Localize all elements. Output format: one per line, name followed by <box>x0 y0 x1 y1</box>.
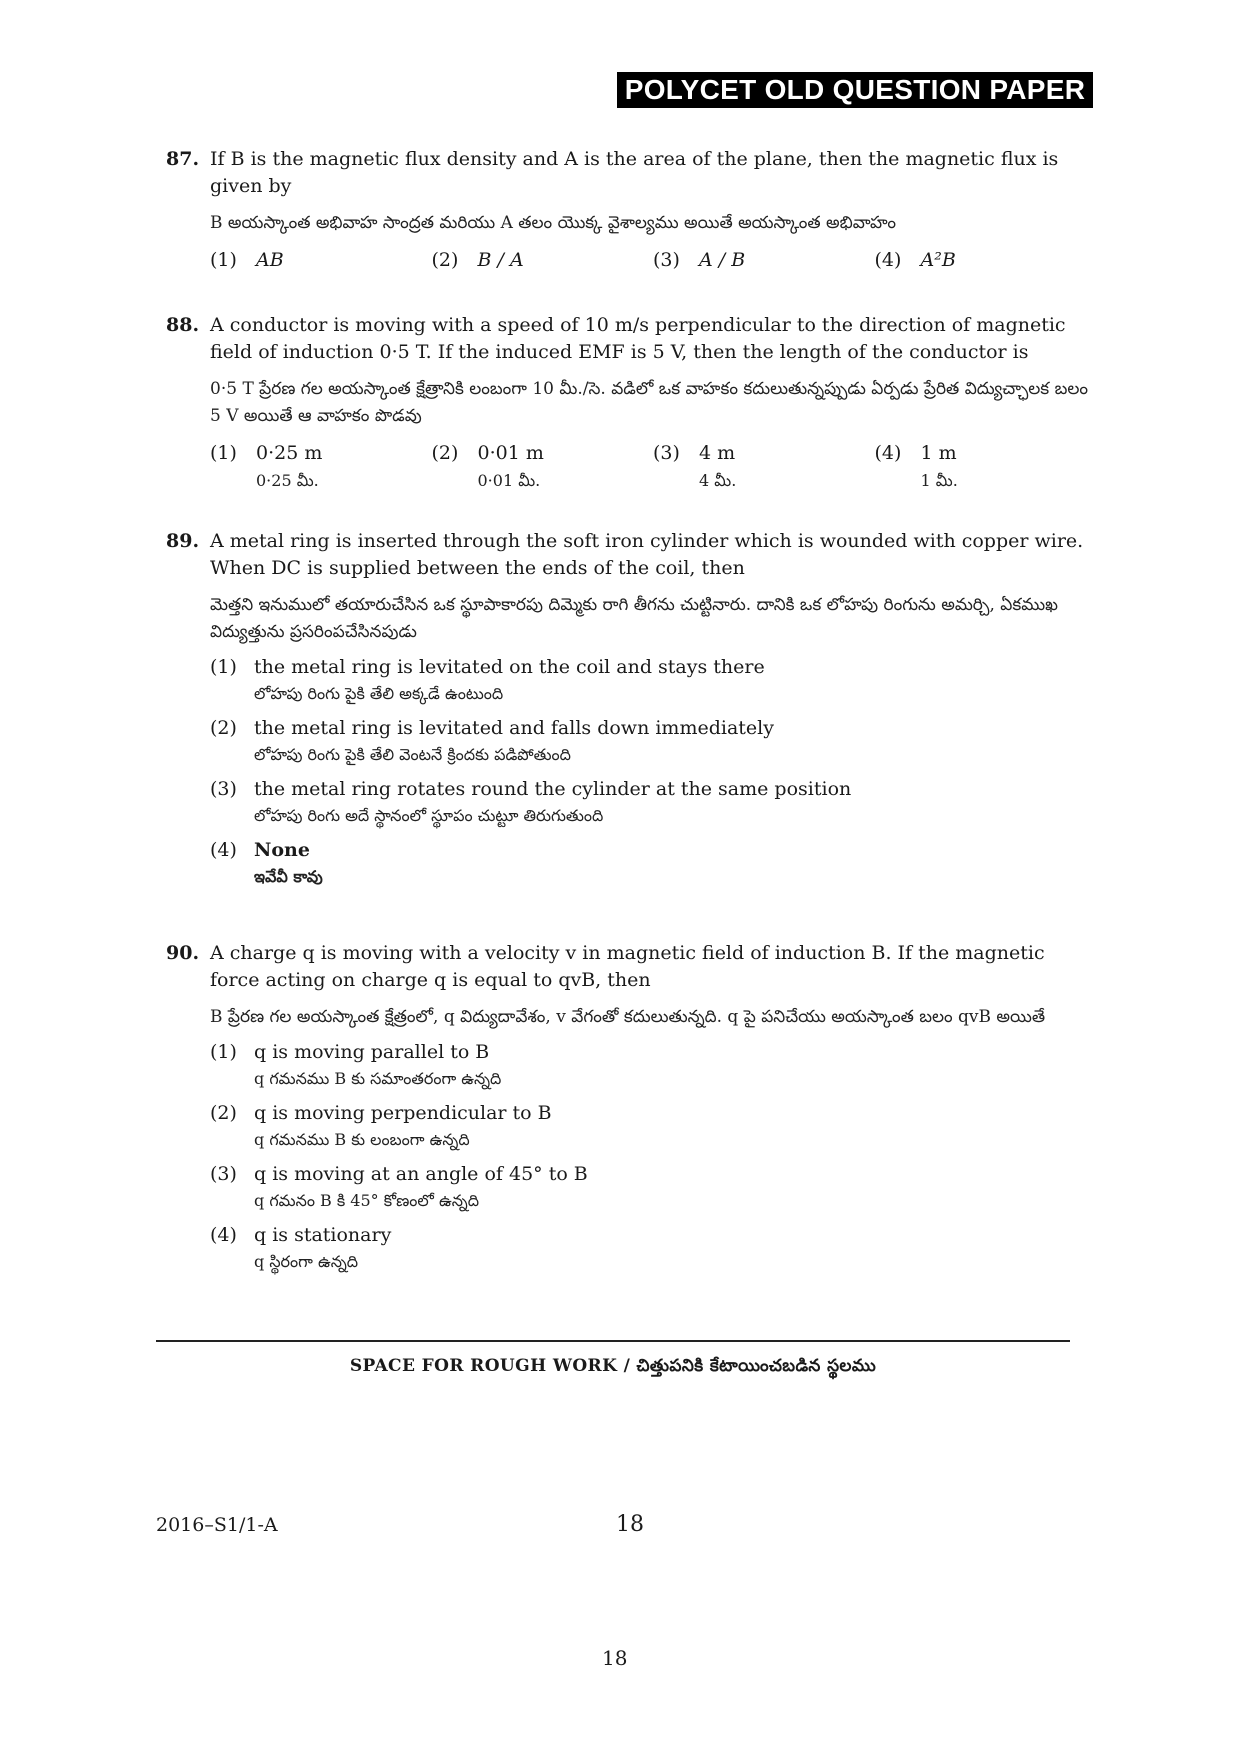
option-text-telugu: q గమనము B కు సమాంతరంగా ఉన్నది <box>254 1069 502 1088</box>
option-text-telugu: q గమనము B కు లంబంగా ఉన్నది <box>254 1130 470 1149</box>
option-text-telugu: q గమనం B కి 45° కోణంలో ఉన్నది <box>254 1191 480 1210</box>
option-text: 4 m <box>699 442 736 464</box>
option-3 <box>210 1161 1096 1214</box>
option-2 <box>210 1100 1096 1153</box>
question-text-telugu: B ప్రేరణ గల అయస్కాంత క్షేత్రంలో, q విద్యుదావేశం, v వేగంతో కదులుతున్నది. q పై పనిచేయు అయస్కాంత బలం qvB అయితే <box>210 1007 1046 1027</box>
page-number-inner: 18 <box>616 1512 644 1537</box>
option-number: (2) <box>431 442 459 464</box>
option-text: the metal ring is levitated on the coil and stays there <box>254 656 765 678</box>
option-text: the metal ring is levitated and falls down immediately <box>254 717 774 739</box>
question-87 <box>166 146 1096 274</box>
options-row <box>210 247 1096 274</box>
question-89 <box>166 528 1096 890</box>
option-number: (1) <box>210 656 237 678</box>
option-number: (4) <box>210 839 237 861</box>
option-4 <box>875 440 1097 494</box>
option-number: (1) <box>210 442 237 464</box>
option-text: None <box>254 839 310 861</box>
option-number: (3) <box>210 1163 237 1185</box>
option-1 <box>210 654 1096 707</box>
option-text-telugu: లోహపు రింగు పైకి తేలి అక్కడే ఉంటుంది <box>254 684 504 703</box>
option-number: (1) <box>210 249 237 271</box>
question-text-english: A charge q is moving with a velocity v in magnetic field of induction B. If the magnetic force acting on charge q is equal to qvB, then <box>210 942 1045 991</box>
question-text-telugu: 0·5 T ప్రేరణ గల అయస్కాంత క్షేత్రానికి లంబంగా 10 మీ./సె. వడిలో ఒక వాహకం కదులుతున్నప్పుడు ఏర్పడు ప్రేరిత విద్యుచ్ఛాలక బలం 5 V అయితే ఆ వాహకం పొడవు <box>210 379 1089 426</box>
option-text-telugu: 1 మీ. <box>920 471 958 490</box>
option-text-telugu: 4 మీ. <box>699 471 737 490</box>
question-number: 87. <box>166 148 200 170</box>
option-text: 0·01 m <box>477 442 544 464</box>
option-text-telugu: లోహపు రింగు పైకి తేలి వెంటనే క్రిందకు పడిపోతుంది <box>254 745 571 764</box>
option-3 <box>653 247 875 274</box>
option-text: A²B <box>920 249 956 271</box>
option-text-telugu: ఇవేవీ కావు <box>254 867 323 886</box>
option-number: (4) <box>210 1224 237 1246</box>
option-3 <box>653 440 875 494</box>
option-number: (3) <box>653 442 680 464</box>
option-2 <box>432 247 654 274</box>
option-number: (2) <box>210 717 237 739</box>
question-88 <box>166 312 1096 494</box>
option-2 <box>432 440 654 494</box>
divider-line <box>156 1340 1070 1342</box>
option-text-telugu: q స్థిరంగా ఉన్నది <box>254 1252 359 1271</box>
option-text-telugu: 0·01 మీ. <box>477 471 541 490</box>
option-number: (1) <box>210 1041 237 1063</box>
option-2 <box>210 715 1096 768</box>
question-number: 90. <box>166 942 200 964</box>
question-90 <box>166 940 1096 1275</box>
option-3 <box>210 776 1096 829</box>
option-text: A / B <box>699 249 746 271</box>
option-4 <box>210 1222 1096 1275</box>
question-text-english: A conductor is moving with a speed of 10 m/s perpendicular to the direction of magnetic field of induction 0·5 T. If the induced EMF is 5 V, then the length of the conductor is <box>210 314 1066 363</box>
question-text-english: A metal ring is inserted through the soft iron cylinder which is wounded with copper wire. When DC is supplied between the ends of the coil, then <box>210 530 1084 579</box>
option-number: (2) <box>431 249 459 271</box>
page-number-outer: 18 <box>602 1646 628 1670</box>
option-1 <box>210 247 432 274</box>
option-4 <box>875 247 1097 274</box>
option-text: q is moving perpendicular to B <box>254 1102 552 1124</box>
option-text: 1 m <box>920 442 957 464</box>
question-text-telugu: మెత్తని ఇనుములో తయారుచేసిన ఒక స్థూపాకారపు దిమ్మెకు రాగి తీగను చుట్టినారు. దానికి ఒక లోహపు రింగును అమర్చి, ఏకముఖ విద్యుత్తును ప్రసరింపచేసినపుడు <box>210 595 1058 642</box>
option-1 <box>210 1039 1096 1092</box>
option-number: (4) <box>874 442 902 464</box>
option-text: q is moving parallel to B <box>254 1041 490 1063</box>
question-number: 89. <box>166 530 200 552</box>
option-text: q is stationary <box>254 1224 392 1246</box>
question-number: 88. <box>166 314 200 336</box>
page-banner: POLYCET OLD QUESTION PAPER <box>617 72 1093 108</box>
question-text-telugu: B అయస్కాంత అభివాహ సాంద్రత మరియు A తలం యొక్క వైశాల్యము అయితే అయస్కాంత అభివాహం <box>210 213 896 233</box>
option-text: q is moving at an angle of 45° to B <box>254 1163 588 1185</box>
option-number: (4) <box>874 249 902 271</box>
option-4 <box>210 837 1096 890</box>
paper-code: 2016–S1/1-A <box>156 1514 278 1536</box>
question-text-english: If B is the magnetic flux density and A is the area of the plane, then the magnetic flux is given by <box>210 148 1059 197</box>
option-text: 0·25 m <box>256 442 323 464</box>
option-text-telugu: 0·25 మీ. <box>256 471 319 490</box>
options-row <box>210 440 1096 494</box>
option-number: (2) <box>210 1102 237 1124</box>
option-number: (3) <box>210 778 237 800</box>
option-1 <box>210 440 432 494</box>
option-number: (3) <box>653 249 680 271</box>
option-text: AB <box>256 249 284 271</box>
option-text: B / A <box>477 249 524 271</box>
rough-work-label: SPACE FOR ROUGH WORK / చిత్తుపనికి కేటాయించబడిన స్థలము <box>349 1356 877 1376</box>
option-text-telugu: లోహపు రింగు అదే స్థానంలో స్థూపం చుట్టూ తిరుగుతుంది <box>254 806 604 825</box>
option-text: the metal ring rotates round the cylinder at the same position <box>254 778 852 800</box>
